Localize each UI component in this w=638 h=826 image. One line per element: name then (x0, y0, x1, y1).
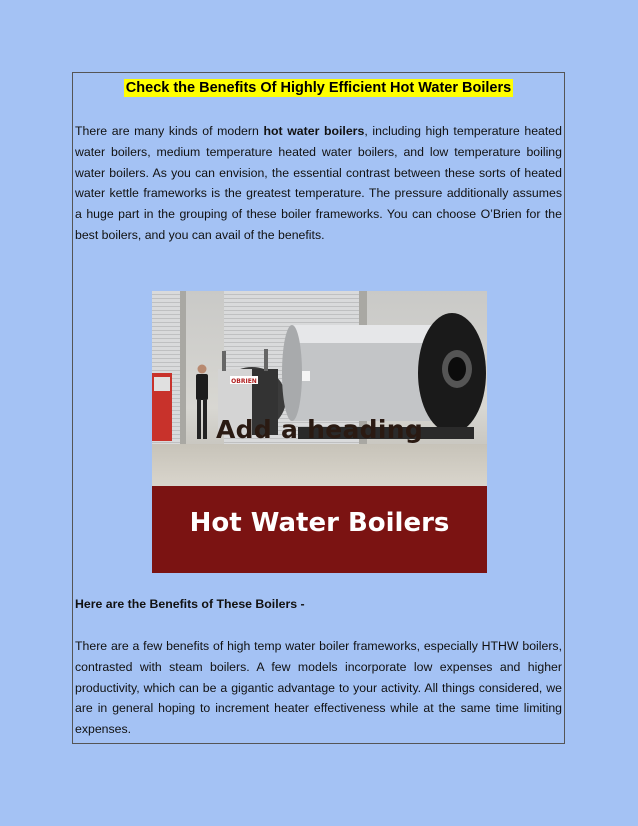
boiler-image (152, 291, 487, 573)
valve-pipe (222, 351, 226, 371)
title-row (73, 79, 564, 97)
page-title: Check the Benefits Of Highly Efficient Hot Water Boilers (125, 80, 512, 96)
add-heading-overlay: Add a heading (215, 415, 424, 444)
hot-water-boilers-keyword: hot water boilers (263, 124, 365, 138)
intro-text-start: There are many kinds of modern (75, 124, 264, 138)
boiler-illustration (152, 291, 487, 486)
cabinet-panel (154, 377, 170, 391)
benefits-paragraph: There are a few benefits of high temp water boiler frameworks, especially HTHW boilers, contrasted with steam boilers. A few models incorporate low expenses and higher productivity, which can be a gigantic advantage to your activity. All things considered, we are in general hoping to increment heater effectiveness while at the same time limiting expenses. (75, 639, 562, 737)
document-page (72, 72, 565, 744)
boiler-badge-text: OBRIEN (231, 378, 257, 385)
benefits-subheading: Here are the Benefits of These Boilers - (75, 597, 305, 611)
intro-text-rest: , including high temperature heated water boilers, medium temperature heated water boilers, and low temperature boiling water boilers. As you can envision, the essential contrast between these sorts of heated water kettle frameworks is the greatest temperature. The pressure additionally assumes a huge part in the grouping of these boiler frameworks. You can choose O’Brien for the best boilers, and you can avail of the benefits. (75, 124, 562, 242)
person-torso (196, 374, 208, 400)
banner-title: Hot Water Boilers (189, 508, 450, 538)
intro-paragraph (75, 121, 562, 246)
valve-pipe (264, 349, 268, 371)
large-boiler-rear (282, 325, 302, 421)
person-head (198, 365, 207, 374)
boiler-label-plate (302, 371, 310, 381)
factory-photo (152, 291, 487, 486)
burner-port-inner (448, 357, 466, 381)
